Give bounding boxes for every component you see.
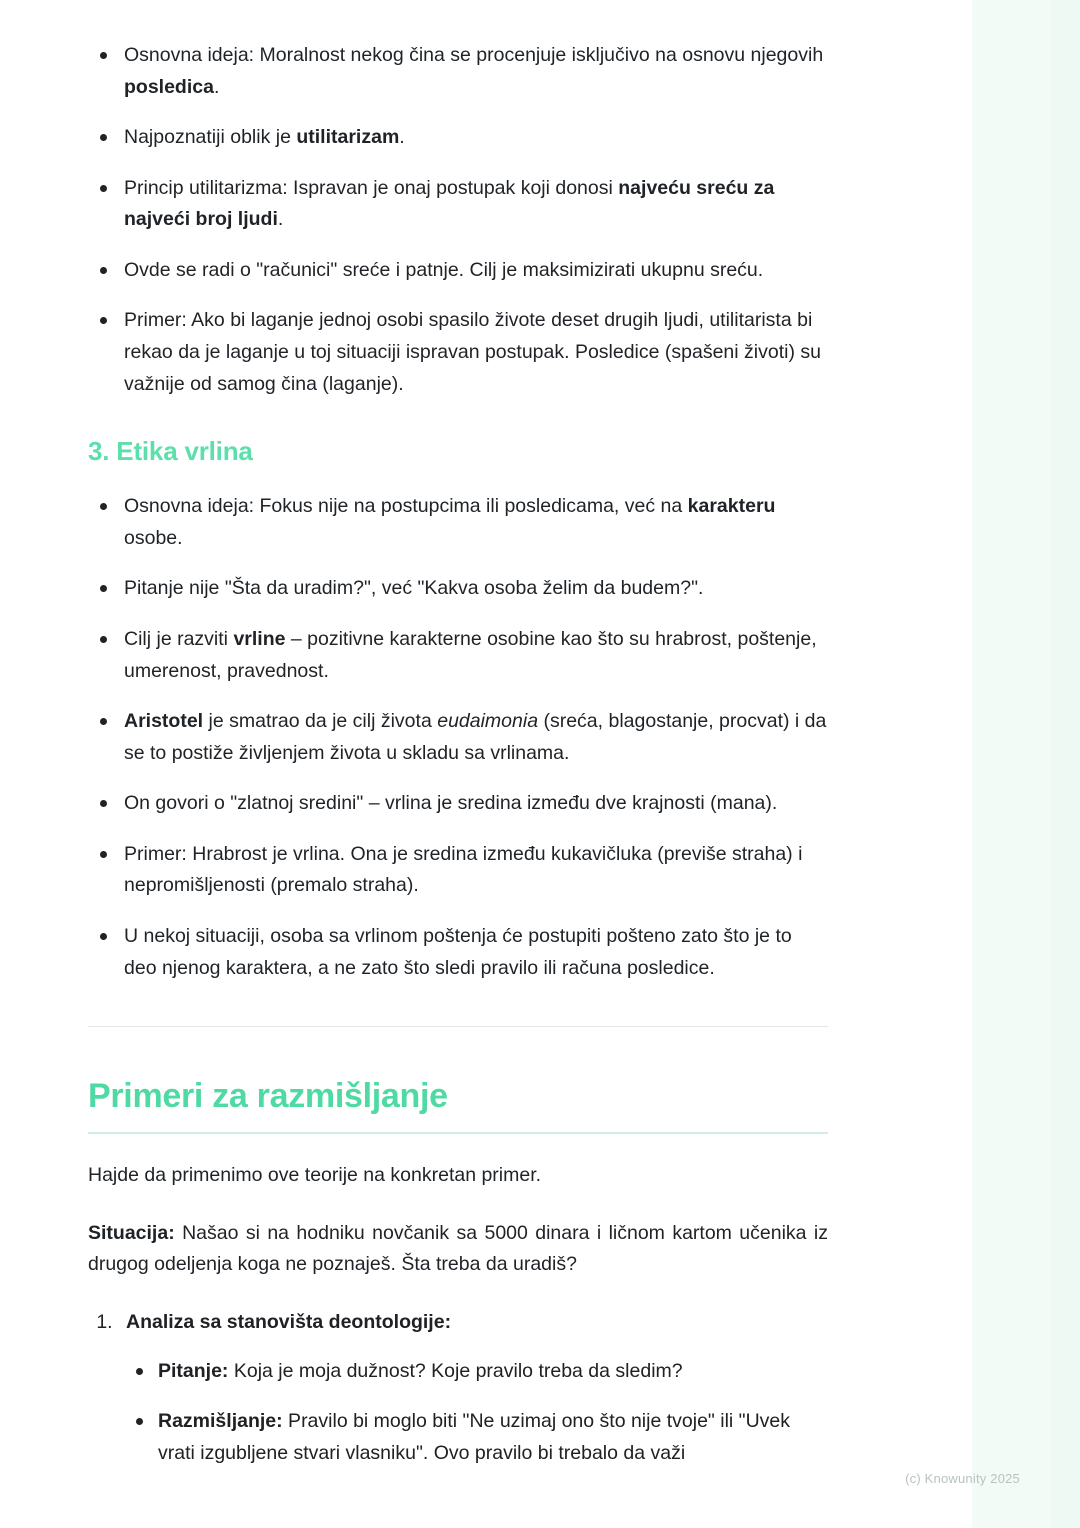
list-item: Najpoznatiji oblik je utilitarizam. [88,122,828,154]
list-item: Princip utilitarizma: Ispravan je onaj postupak koji donosi najveću sreću za najveći broj ljudi. [88,173,828,236]
list-item: Pitanje: Koja je moja dužnost? Koje pravilo treba da sledim? [126,1356,828,1388]
list-item: Osnovna ideja: Moralnost nekog čina se procenjuje isključivo na osnovu njegovih posledica. [88,40,828,103]
list-item: Primer: Hrabrost je vrlina. Ona je sredina između kukavičluka (previše straha) i nepromišljenosti (premalo straha). [88,839,828,902]
title-underline [88,1132,828,1134]
list-item: U nekoj situaciji, osoba sa vrlinom poštenja će postupiti pošteno zato što je to deo njenog karaktera, a ne zato što sledi pravilo ili računa posledice. [88,921,828,984]
section-divider [88,1026,828,1027]
list-item: Cilj je razviti vrline – pozitivne karakterne osobine kao što su hrabrost, poštenje, umerenost, pravednost. [88,624,828,687]
list-item: Primer: Ako bi laganje jednoj osobi spasilo živote deset drugih ljudi, utilitarista bi rekao da je laganje u toj situaciji ispravan postupak. Posledice (spašeni životi) su važnije od samog čina (laganje). [88,305,828,400]
section-heading-virtue-ethics: 3. Etika vrlina [88,436,253,467]
list-item: Osnovna ideja: Fokus nije na postupcima ili posledicama, već na karakteru osobe. [88,491,828,554]
examples-intro-paragraph: Hajde da primenimo ove teorije na konkretan primer. [88,1164,542,1187]
virtue-ethics-bullet-list [88,491,828,984]
list-item: On govori o "zlatnoj sredini" – vrlina je sredina između dve krajnosti (mana). [88,788,828,820]
list-item: 1. Analiza sa stanovišta deontologije: Pitanje: Koja je moja dužnost? Koje pravilo treba da sledim? Razmišljanje: Pravilo bi moglo biti "Ne uzimaj ono što nije tvoje" ili "Uvek vrati izgubljene stvari vlasniku". Ovo pravilo bi trebalo da važi [118,1307,828,1469]
list-item: Pitanje nije "Šta da uradim?", već "Kakva osoba želim da budem?". [88,573,828,605]
analysis-ordered-list [88,1307,828,1469]
consequentialism-bullet-list [88,40,828,400]
situation-paragraph: Situacija: Našao si na hodniku novčanik sa 5000 dinara i ličnom kartom učenika iz drugog odeljenja koga ne poznaješ. Šta treba da uradiš? [88,1221,828,1276]
list-item: Razmišljanje: Pravilo bi moglo biti "Ne uzimaj ono što nije tvoje" ili "Uvek vrati izgubljene stvari vlasniku". Ovo pravilo bi trebalo da važi [126,1406,828,1469]
list-item: Ovde se radi o "računici" sreće i patnje. Cilj je maksimizirati ukupnu sreću. [88,255,828,287]
copyright-watermark: (c) Knowunity 2025 [905,1471,1020,1486]
page-title-examples: Primeri za razmišljanje [88,1077,448,1116]
document-content [88,40,828,1487]
right-margin-strip [972,0,1080,1528]
right-margin-strip-inner [972,0,1050,1528]
list-item: Aristotel je smatrao da je cilj života eudaimonia (sreća, blagostanje, procvat) i da se to postiže življenjem života u skladu sa vrlinama. [88,706,828,769]
analysis-sub-bullet-list [126,1356,828,1469]
